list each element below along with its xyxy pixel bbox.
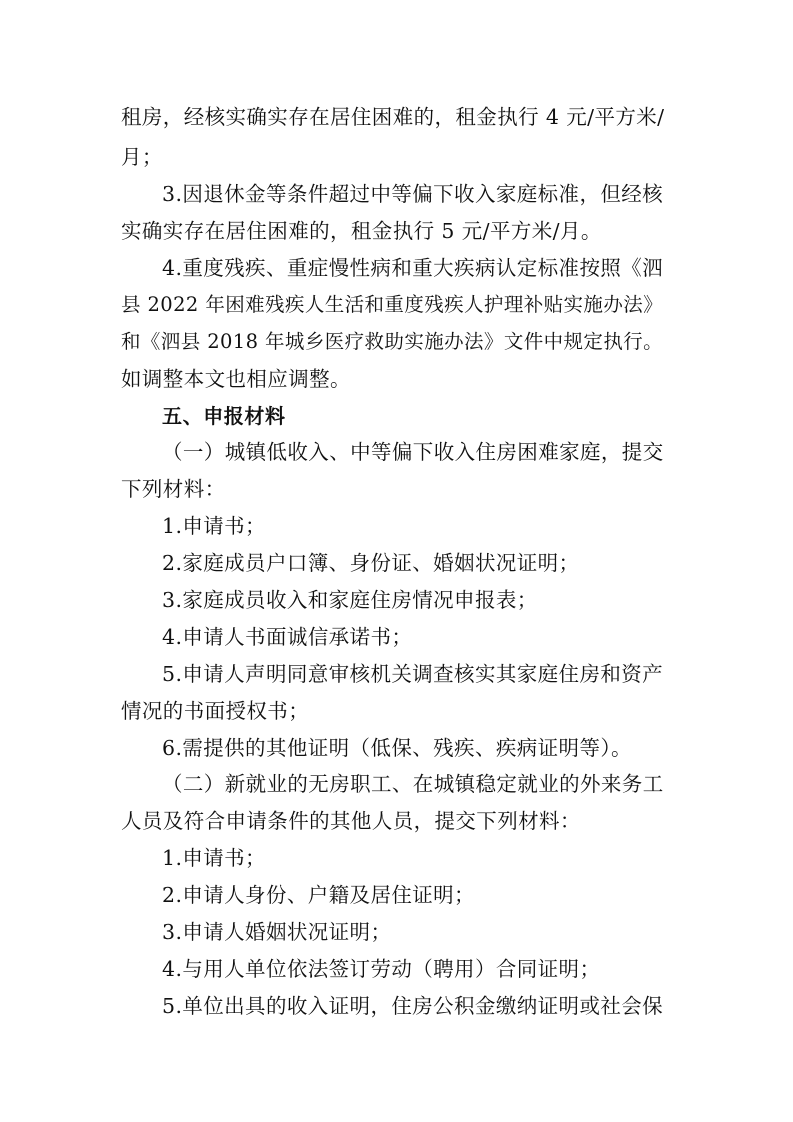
- text-line: 5.申请人声明同意审核机关调查核实其家庭住房和资产: [162, 662, 664, 686]
- text-line: 3.因退休金等条件超过中等偏下收入家庭标准，但经核: [162, 182, 664, 206]
- text-line: 1.申请书；: [162, 514, 266, 538]
- text-line: 5.单位出具的收入证明，住房公积金缴纳证明或社会保: [162, 994, 664, 1018]
- text-line: 4.申请人书面诚信承诺书；: [162, 625, 413, 649]
- text-line: 情况的书面授权书；: [121, 699, 310, 723]
- text-line: 2.申请人身份、户籍及居住证明；: [162, 883, 475, 907]
- text-line: （一）城镇低收入、中等偏下收入住房困难家庭，提交: [162, 440, 664, 464]
- text-line: 1.申请书；: [162, 846, 266, 870]
- text-line: 下列材料：: [121, 477, 226, 501]
- text-line: 3.申请人婚姻状况证明；: [162, 920, 392, 944]
- text-line: 2.家庭成员户口簿、身份证、婚姻状况证明；: [162, 551, 580, 575]
- text-line: （二）新就业的无房职工、在城镇稳定就业的外来务工: [162, 772, 664, 796]
- text-line: 实确实存在居住困难的，租金执行 5 元/平方米/月。: [121, 219, 602, 243]
- text-line: 如调整本文也相应调整。: [121, 367, 351, 391]
- text-line: 和《泗县 2018 年城乡医疗救助实施办法》文件中规定执行。: [121, 330, 664, 353]
- text-line: 县 2022 年困难残疾人生活和重度残疾人护理补贴实施办法》: [121, 293, 664, 316]
- text-line: 4.重度残疾、重症慢性病和重大疾病认定标准按照《泗: [162, 256, 664, 280]
- text-line: 月；: [121, 145, 163, 169]
- text-line: 4.与用人单位依法签订劳动（聘用）合同证明；: [162, 957, 601, 981]
- section-heading: 五、申报材料: [162, 404, 286, 428]
- text-line: 人员及符合申请条件的其他人员，提交下列材料：: [121, 809, 581, 833]
- text-line: 3.家庭成员收入和家庭住房情况申报表；: [162, 588, 538, 612]
- text-line: 租房，经核实确实存在居住困难的，租金执行 4 元/平方米/: [121, 105, 665, 129]
- text-line: 6.需提供的其他证明（低保、残疾、疾病证明等）。: [162, 736, 632, 760]
